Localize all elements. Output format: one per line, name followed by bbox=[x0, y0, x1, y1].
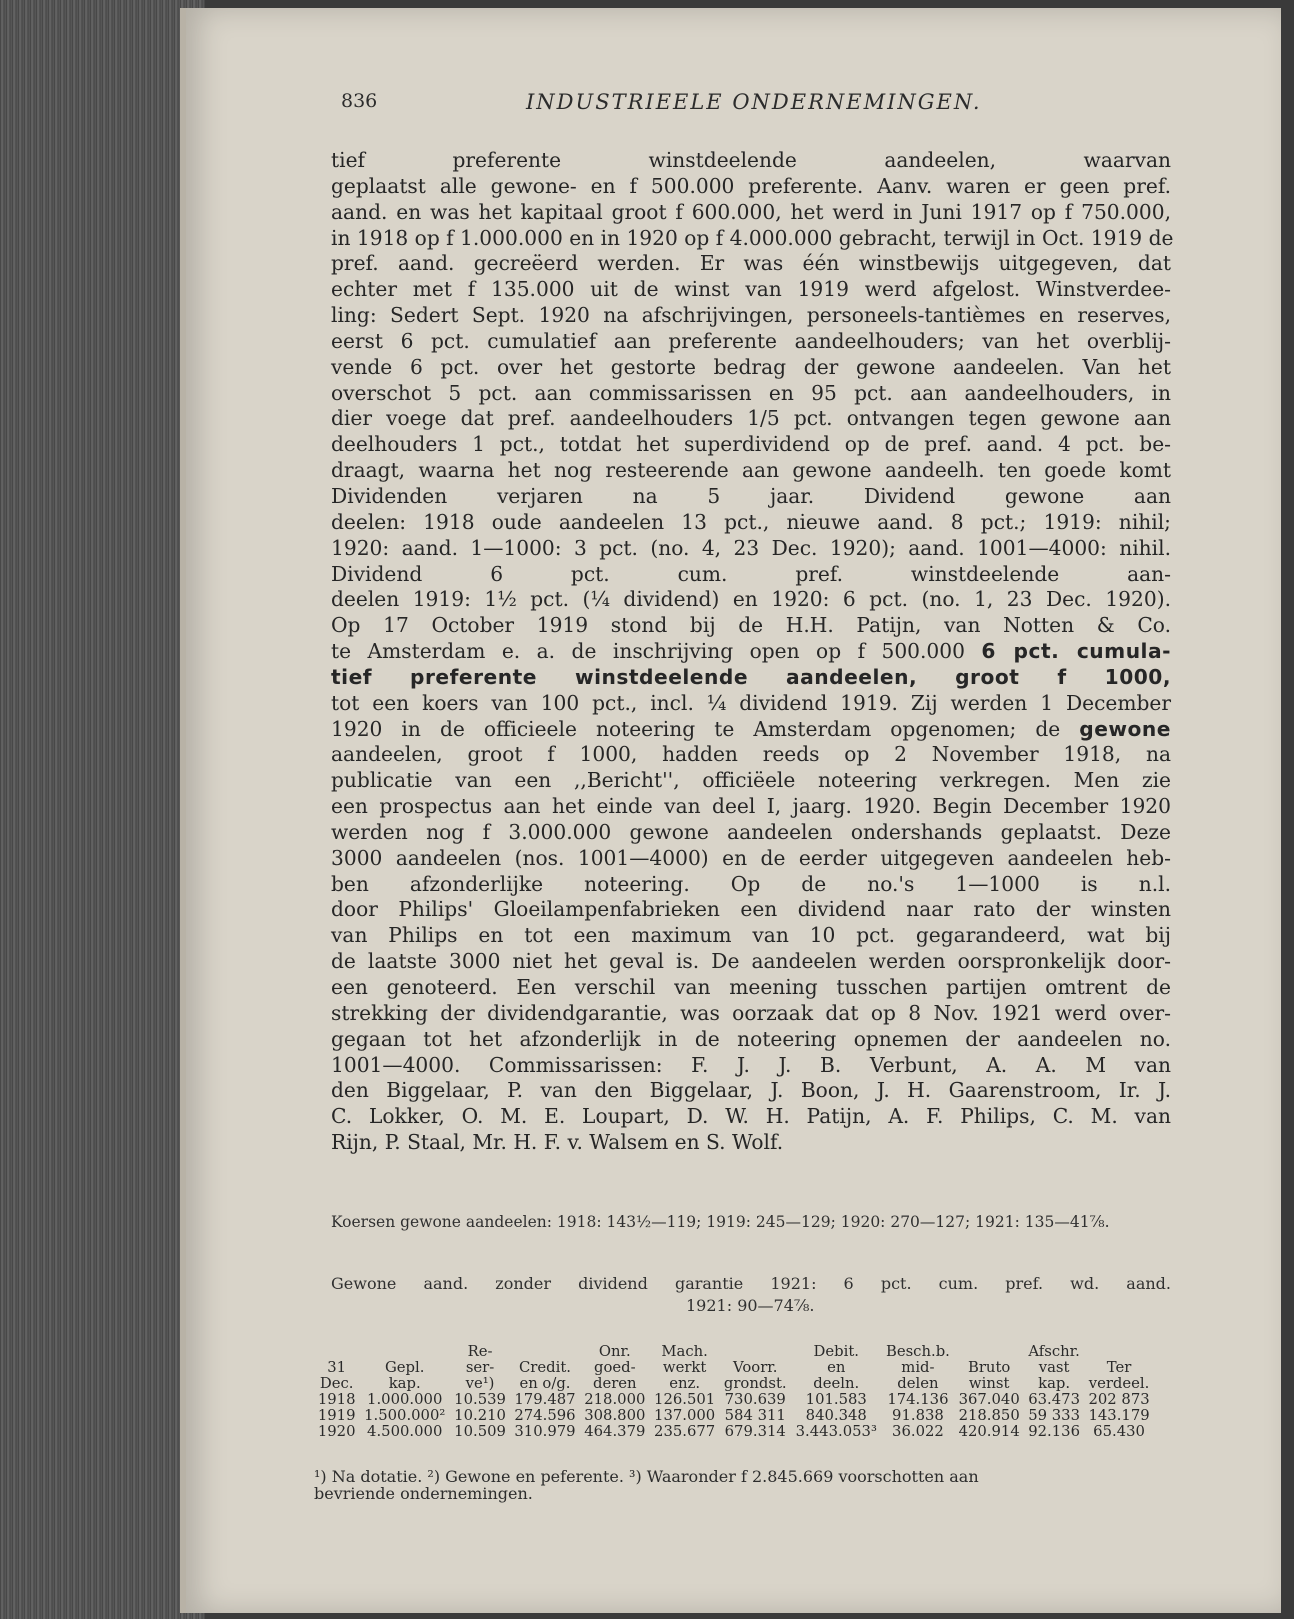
text-line: de laatste 3000 niet het geval is. De aandeelen werden oorspronkelijk door- bbox=[331, 949, 1171, 974]
guarantee-line-2: 1921: 90—74⅞. bbox=[686, 1296, 815, 1315]
table-cell: 202 873 bbox=[1088, 1391, 1150, 1408]
bold-phrase: 6 pct. cumula- bbox=[981, 639, 1171, 664]
text-line: door Philips' Gloeilampenfabrieken een dividend naar rato der winsten bbox=[331, 897, 1171, 922]
text-line: 1920: aand. 1—1000: 3 pct. (no. 4, 23 Dec. 1920); aand. 1001—4000: nihil. bbox=[331, 535, 1171, 560]
table-cell: 65.430 bbox=[1093, 1423, 1145, 1440]
table-cell: 308.800 bbox=[584, 1407, 646, 1424]
text-line: den Biggelaar, P. van den Biggelaar, J. Boon, J. H. Gaarenstroom, Ir. J. bbox=[331, 1078, 1171, 1103]
text-line: ling: Sedert Sept. 1920 na afschrijvingen, personeels-tantièmes en reserves, bbox=[331, 303, 1171, 328]
text-line bbox=[331, 717, 1171, 743]
text-line: in 1918 op f 1.000.000 en in 1920 op f 4.000.000 gebracht, terwijl in Oct. 1919 de bbox=[331, 225, 1174, 250]
table-cell: 174.136 bbox=[887, 1391, 949, 1408]
text-line: geplaatst alle gewone- en f 500.000 preferente. Aanv. waren er geen pref. bbox=[331, 173, 1171, 198]
table-cell: 274.596 bbox=[514, 1407, 576, 1424]
text-run: 1920 in de officieele noteering te Amsterdam opgenomen; de bbox=[331, 716, 1061, 741]
table-cell: 126.501 bbox=[654, 1391, 716, 1408]
footnotes bbox=[314, 1468, 1154, 1502]
table-cell: 101.583 bbox=[805, 1391, 867, 1408]
table-cell: 235.677 bbox=[654, 1423, 716, 1440]
running-title: INDUSTRIEELE ONDERNEMINGEN. bbox=[526, 90, 982, 114]
table-cell: 91.838 bbox=[892, 1407, 944, 1424]
column-header: Debit. en deeln. bbox=[813, 1343, 860, 1392]
text-line: Dividend 6 pct. cum. pref. winstdeelende aan- bbox=[331, 561, 1171, 586]
text-line: aandeelen, groot f 1000, hadden reeds op 2 November 1918, na bbox=[331, 742, 1171, 767]
column-header: Re- ser- ve¹) bbox=[465, 1343, 495, 1392]
text-line: Op 17 October 1919 stond bij de H.H. Patijn, van Notten & Co. bbox=[331, 613, 1171, 638]
page-header bbox=[186, 90, 1281, 120]
table-row bbox=[314, 1392, 1154, 1408]
column-header: 31 Dec. bbox=[319, 1359, 354, 1392]
dividend-guarantee-note bbox=[331, 1273, 1171, 1317]
article-body bbox=[331, 148, 1174, 1156]
book-page bbox=[180, 8, 1281, 1613]
text-line: echter met f 135.000 uit de winst van 1919 werd afgelost. Winstverdee- bbox=[331, 277, 1171, 302]
table-cell: 3.443.053³ bbox=[795, 1423, 877, 1440]
column-header: Gepl. kap. bbox=[384, 1359, 425, 1392]
table-cell: 1920 bbox=[317, 1423, 356, 1440]
text-line: publicatie van een ,,Bericht'', officiëele noteering verkregen. Men zie bbox=[331, 768, 1171, 793]
text-line: C. Lokker, O. M. E. Loupart, D. W. H. Patijn, A. F. Philips, C. M. van bbox=[331, 1104, 1171, 1129]
text-line: Rijn, P. Staal, Mr. H. F. v. Walsem en S. Wolf. bbox=[331, 1130, 784, 1155]
table-cell: 10.539 bbox=[454, 1391, 506, 1408]
text-run: te Amsterdam e. a. de inschrijving open op f 500.000 bbox=[331, 639, 965, 664]
table-cell: 4.500.000 bbox=[367, 1423, 443, 1440]
text-line: vende 6 pct. over het gestorte bedrag der gewone aandeelen. Van het bbox=[331, 354, 1171, 379]
text-line bbox=[331, 639, 1171, 665]
text-line: van Philips en tot een maximum van 10 pct. gegarandeerd, wat bij bbox=[331, 923, 1171, 948]
bold-phrase: gewone bbox=[1079, 716, 1171, 741]
footnote-line-2: bevriende ondernemingen. bbox=[314, 1484, 533, 1503]
table-cell: 367.040 bbox=[958, 1391, 1020, 1408]
column-header: Onr. goed- deren bbox=[593, 1343, 637, 1392]
text-line: aand. en was het kapitaal groot f 600.000, het werd in Juni 1917 op f 750.000, bbox=[331, 199, 1171, 224]
text-line: deelen: 1918 oude aandeelen 13 pct., nieuwe aand. 8 pct.; 1919: nihil; bbox=[331, 509, 1171, 534]
text-line: pref. aand. gecreëerd werden. Er was één winstbewijs uitgegeven, dat bbox=[331, 251, 1171, 276]
table-cell: 420.914 bbox=[958, 1423, 1020, 1440]
text-line: 1001—4000. Commissarissen: F. J. J. B. Verbunt, A. A. M van bbox=[331, 1052, 1171, 1077]
table-row bbox=[314, 1408, 1154, 1424]
table-cell: 218.850 bbox=[958, 1407, 1020, 1424]
table-body bbox=[314, 1392, 1154, 1440]
page-number: 836 bbox=[341, 90, 378, 112]
table-cell: 1.500.000² bbox=[364, 1407, 446, 1424]
text-line: deelhouders 1 pct., totdat het superdividend op de pref. aand. 4 pct. be- bbox=[331, 432, 1171, 457]
column-header: Mach. werkt enz. bbox=[661, 1343, 708, 1392]
table-cell: 1918 bbox=[317, 1391, 356, 1408]
column-header: Ter verdeel. bbox=[1088, 1359, 1150, 1392]
text-line: overschot 5 pct. aan commissarissen en 95 pct. aan aandeelhouders, in bbox=[331, 380, 1171, 405]
table-cell: 1919 bbox=[317, 1407, 356, 1424]
table-cell: 59 333 bbox=[1028, 1407, 1080, 1424]
table-cell: 63.473 bbox=[1028, 1391, 1080, 1408]
table-cell: 137.000 bbox=[654, 1407, 716, 1424]
text-line: tief preferente winstdeelende aandeelen, waarvan bbox=[331, 148, 1171, 172]
column-header: Besch.b. mid- delen bbox=[885, 1343, 950, 1392]
share-prices-note: Koersen gewone aandeelen: 1918: 143½—119; 1919: 245—129; 1920: 270—127; 1921: 135—41⅞. bbox=[331, 1213, 1110, 1231]
text-line: een genoteerd. Een verschil van meening tusschen partijen omtrent de bbox=[331, 975, 1171, 999]
text-line: deelen 1919: 1½ pct. (¼ dividend) en 1920: 6 pct. (no. 1, 23 Dec. 1920). bbox=[331, 587, 1171, 612]
text-line: eerst 6 pct. cumulatief aan preferente aandeelhouders; van het overblij- bbox=[331, 328, 1171, 353]
table-cell: 310.979 bbox=[514, 1423, 576, 1440]
financial-table bbox=[314, 1344, 1154, 1440]
table-header-row bbox=[314, 1344, 1154, 1392]
text-line: ben afzonderlijke noteering. Op de no.'s 1—1000 is n.l. bbox=[331, 871, 1171, 896]
table-cell: 679.314 bbox=[724, 1423, 786, 1440]
text-line: tief preferente winstdeelende aandeelen, groot f 1000, bbox=[331, 664, 1171, 689]
table-cell: 36.022 bbox=[892, 1423, 944, 1440]
column-header: Credit. en o/g. bbox=[518, 1359, 571, 1392]
table-cell: 840.348 bbox=[805, 1407, 867, 1424]
footnote-line-1: ¹) Na dotatie. ²) Gewone en peferente. ³) Waaronder f 2.845.669 voorschotten aan bbox=[314, 1467, 979, 1486]
text-line: gegaan tot het afzonderlijk in de noteering opnemen der aandeelen no. bbox=[331, 1026, 1171, 1051]
text-line: werden nog f 3.000.000 gewone aandeelen ondershands geplaatst. Deze bbox=[331, 819, 1171, 844]
table-cell: 584 311 bbox=[724, 1407, 786, 1424]
text-line: 3000 aandeelen (nos. 1001—4000) en de eerder uitgegeven aandeelen heb- bbox=[331, 845, 1171, 870]
table-cell: 143.179 bbox=[1088, 1407, 1150, 1424]
table-cell: 92.136 bbox=[1028, 1423, 1080, 1440]
guarantee-line-1: Gewone aand. zonder dividend garantie 1921: 6 pct. cum. pref. wd. aand. bbox=[331, 1274, 1171, 1293]
column-header: Afschr. vast kap. bbox=[1028, 1343, 1080, 1392]
column-header: Voorr. grondst. bbox=[723, 1359, 787, 1392]
text-line: dier voege dat pref. aandeelhouders 1/5 pct. ontvangen tegen gewone aan bbox=[331, 406, 1171, 431]
column-header: Bruto winst bbox=[967, 1359, 1011, 1392]
table-cell: 730.639 bbox=[724, 1391, 786, 1408]
text-line: Dividenden verjaren na 5 jaar. Dividend gewone aan bbox=[331, 483, 1171, 508]
book-page-edges bbox=[0, 0, 205, 1619]
table-cell: 1.000.000 bbox=[367, 1391, 443, 1408]
table-row bbox=[314, 1424, 1154, 1440]
text-line: draagt, waarna het nog resteerende aan gewone aandeelh. ten goede komt bbox=[331, 458, 1171, 483]
table-cell: 464.379 bbox=[584, 1423, 646, 1440]
text-line: een prospectus aan het einde van deel I, jaarg. 1920. Begin December 1920 bbox=[331, 794, 1171, 819]
text-line: tot een koers van 100 pct., incl. ¼ dividend 1919. Zij werden 1 December bbox=[331, 690, 1171, 715]
text-line: strekking der dividendgarantie, was oorzaak dat op 8 Nov. 1921 werd over- bbox=[331, 1000, 1171, 1025]
table-cell: 179.487 bbox=[514, 1391, 576, 1408]
table-cell: 10.210 bbox=[454, 1407, 506, 1424]
table-cell: 10.509 bbox=[454, 1423, 506, 1440]
table-cell: 218.000 bbox=[584, 1391, 646, 1408]
